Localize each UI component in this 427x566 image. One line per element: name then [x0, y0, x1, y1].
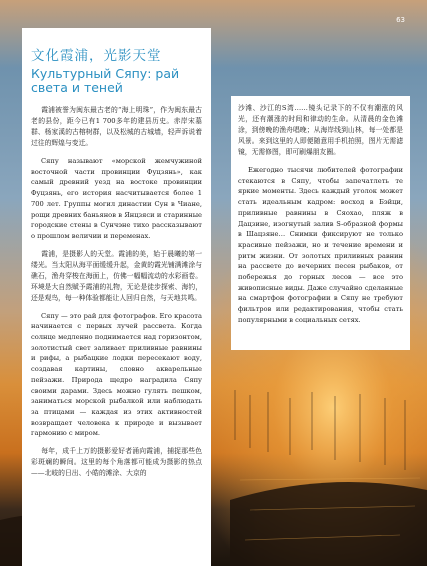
- paragraph-ru-scenery: Ежегодно тысячи любителей фотографии стекаются в Сяпу, чтобы запечатлеть те яркие моменты. Здесь каждый уголок может стать идеальным кадром: восход в Бэйци, приливные равнины в Сяохао, пляж в Дацзине, изогнутый залив S-образной формы в Шацзяне… Снимки фиксируют не только красивые пейзажи, но и течение времени и ритм жизни. От золотых приливных равнин на рассвете до вечерних песен рыбаков, от побережья до горных лесов — все это живописные виды. Даже случайно сделанные на смартфон фотографии в Сяпу не требуют фильтров или редактирования, чтобы стать популярными в социальных сетях.: [238, 166, 403, 324]
- paragraph-cn-paradise: 霞浦，是摄影人的天堂。霞浦的美，始于晨曦的第一缕光。当太阳从海平面缓缓升起，金黄的霞光铺满滩涂与礁石，渔舟穿梭在海面上，仿佛一幅幅流动的水彩画卷。环境是大自然赋予霞浦的礼物，无论是徒步探索、海钓，还是观鸟，每一种体验都能让人回归自然，与天地共鸣。: [31, 249, 202, 302]
- paragraph-ru-paradise: Сяпу — это рай для фотографов. Его красота начинается с первых лучей рассвета. Когда солнце медленно поднимается над горизонтом, золотистый свет заливает приливные равнины и рифы, а рыбацкие лодки пересекают воду, создавая картины, словно акварельные пейзажи. Природа щедро наградила Сяпу своими дарами. Здесь можно гулять пешком, заниматься морской рыбалкой или наблюдать за птицами — каждая из этих активностей возвращает человека к природе и вызывает гармонию с миром.: [31, 311, 202, 438]
- page-number: 63: [396, 16, 405, 24]
- left-text-column: [22, 28, 211, 566]
- paragraph-cn-scenery: 沙滩、沙江的S湾……镜头记录下的不仅有潮涨的风光，还有潮涨的时间和律动的生命。从清晨的金色滩涂，到傍晚的渔舟唱晚；从海岸线到山林，每一处都是风景。来到这里的人即便随意用手机拍照，图片无需滤镜，无需修图，即可刷爆朋友圈。: [238, 104, 403, 156]
- paragraph-ru-history: Сяпу называют «морской жемчужиной восточной части провинции Фуцзянь», как самый древний уезд на востоке провинции Фуцзянь, его история насчитывается более 1 700 лет. Группы могил династии Сун в Чиане, рощи древних баньянов в Янцзяси и старинные городские стены в Сунчэне тихо рассказывают о прошлом величии и переменах.: [31, 157, 202, 240]
- right-text-column: [231, 96, 410, 350]
- paragraph-cn-photographers: 每年，成千上万的摄影爱好者涌向霞浦，捕捉那些色彩斑斓的瞬间。这里的每个角落都可能成为摄影的热点——北岐的日出、小皓的滩涂、大京的: [31, 447, 202, 478]
- article-title-chinese: 文化霞浦，光影天堂: [31, 48, 162, 64]
- paragraph-cn-history: 霞浦被誉为闽东最古老的“海上明珠”，作为闽东最古老的县份，距今已有1 700多年的建县历史。赤岸宋墓群、杨家溪的古榕树群，以及松城的古城墙，轻声诉说着过往的辉煌与变迁。: [31, 106, 202, 147]
- article-title-russian: Культурный Сяпу: рай света и теней: [31, 66, 180, 95]
